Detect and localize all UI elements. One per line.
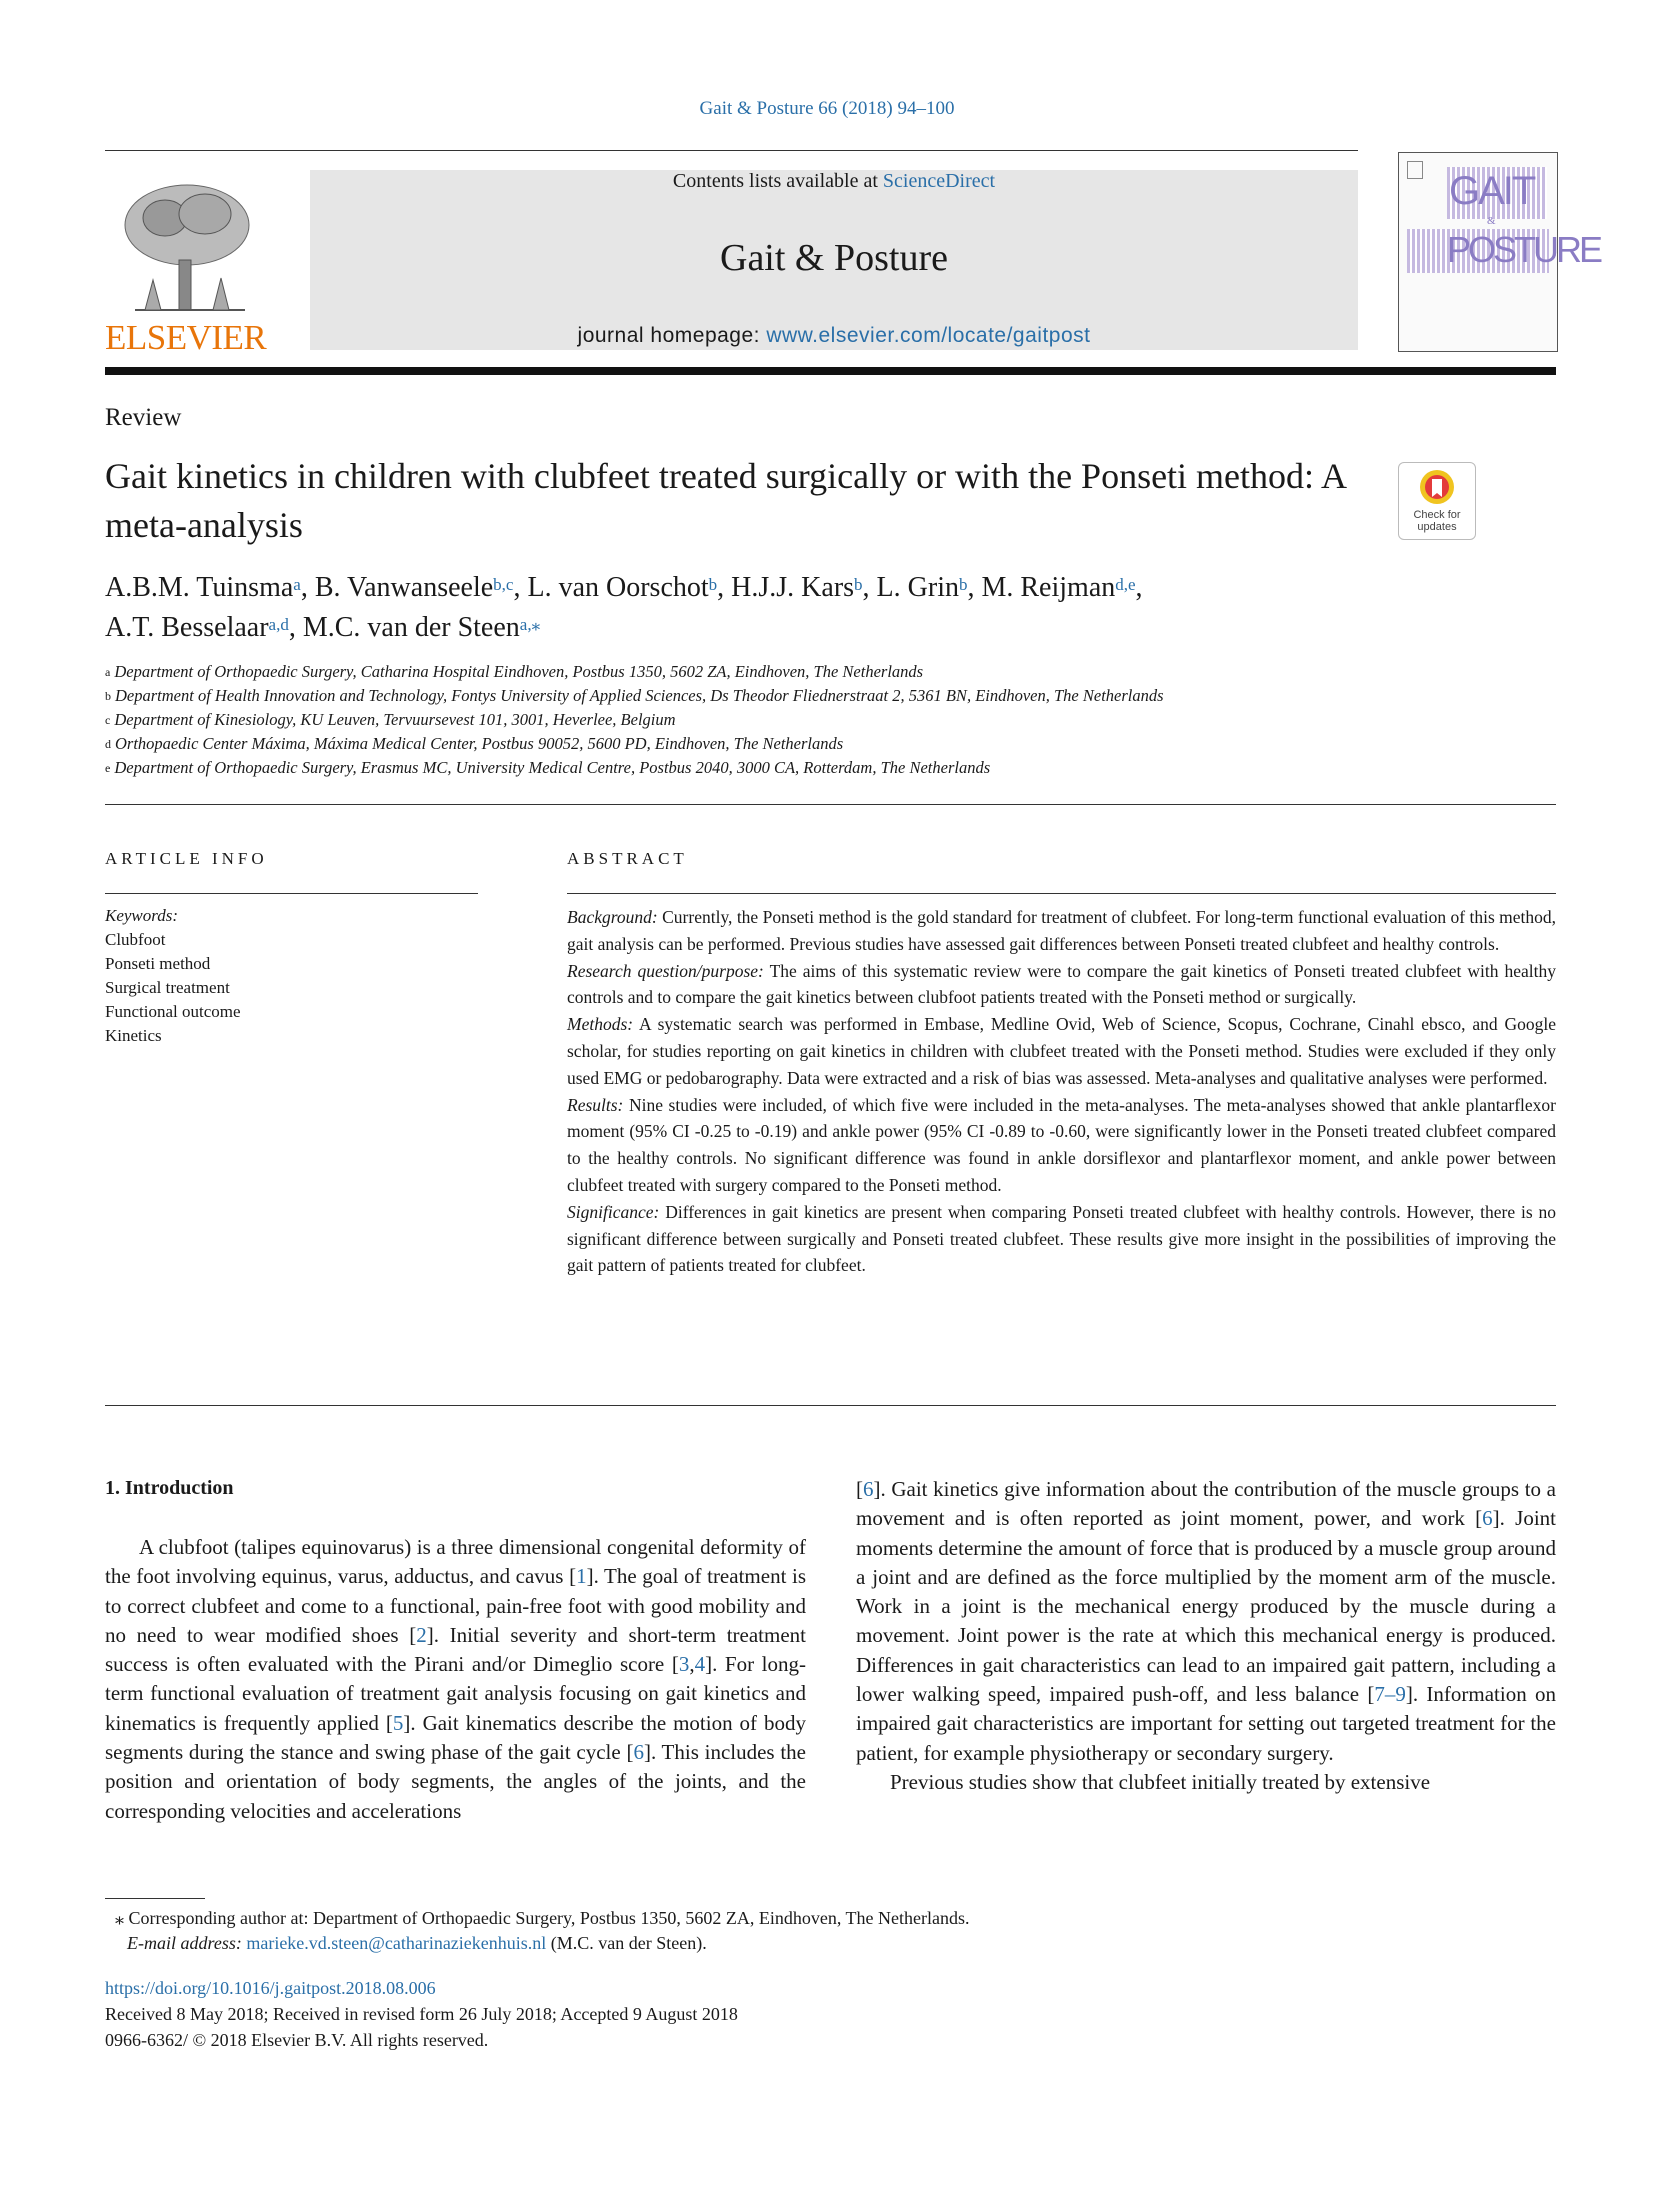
abstract-section <box>567 1199 1556 1279</box>
abstract-section <box>567 958 1556 1012</box>
body-paragraph: Previous studies show that clubfeet initially treated by extensive <box>890 1769 1431 1794</box>
reference-link[interactable]: 6 <box>1482 1506 1493 1531</box>
email-suffix: (M.C. van der Steen). <box>546 1933 707 1953</box>
body-paragraph <box>856 1475 1556 1768</box>
contents-line <box>310 170 1358 193</box>
header-thick-rule <box>105 367 1556 375</box>
abstract-section <box>567 904 1556 958</box>
abstract-bottom-rule <box>105 1405 1556 1406</box>
keyword-item: Surgical treatment <box>105 978 230 997</box>
author-name: M. Reijman <box>981 572 1116 603</box>
contents-text: Contents lists available at <box>672 170 883 192</box>
affiliation-item <box>105 684 1505 708</box>
copyright-line: 0966-6362/ © 2018 Elsevier B.V. All rights reserved. <box>105 2030 489 2050</box>
author-affiliation[interactable]: b <box>854 575 863 594</box>
abstract-section-text: Currently, the Ponseti method is the gold standard for treatment of clubfeet. For long-term functional evaluation of this method, gait analysis can be performed. Previous studies have assessed gait differences between Ponseti treated clubfeet and healthy controls. <box>567 907 1557 954</box>
email-line <box>115 1931 1515 1956</box>
body-column-left <box>105 1533 806 1826</box>
keywords-label: Keywords: <box>105 906 179 925</box>
affiliation-key: b <box>105 689 111 703</box>
cover-title-gait: GAIT <box>1449 169 1535 213</box>
body-text: ]. For long-term functional evaluation of treatment gait analysis focusing on gait kinetics and kinematics is frequently applied [ <box>105 1652 807 1735</box>
author-name: A.T. Besselaar <box>105 612 269 643</box>
bookmark-icon <box>1399 463 1475 513</box>
body-column-right <box>856 1475 1556 1797</box>
article-title: Gait kinetics in children with clubfeet treated surgically or with the Ponseti method: A meta-analysis <box>105 456 1346 545</box>
received-dates: Received 8 May 2018; Received in revised form 26 July 2018; Accepted 9 August 2018 <box>105 2004 738 2024</box>
body-text: ]. The goal of treatment is to correct clubfeet and come to a functional, pain-free foot with good mobility and no need to wear modified shoes [ <box>105 1564 807 1647</box>
body-text: ]. Information on impaired gait characteristics are important for setting out targeted treatment for the patient, for example physiotherapy or secondary surgery. <box>856 1682 1556 1765</box>
footnote-rule <box>105 1898 205 1899</box>
article-type: Review <box>105 404 182 431</box>
keyword-item: Functional outcome <box>105 1002 241 1021</box>
journal-cover-thumbnail[interactable] <box>1398 152 1601 352</box>
abstract-heading: ABSTRACT <box>567 849 688 868</box>
affiliation-key: c <box>105 713 111 727</box>
affiliation-list <box>105 660 1505 780</box>
journal-name: Gait & Posture <box>720 237 948 279</box>
body-text: ]. Gait kinematics describe the motion of body segments during the stance and swing phase of the gait cycle [ <box>105 1710 806 1765</box>
author-affiliation[interactable]: b,c <box>493 575 514 594</box>
homepage-line <box>310 324 1358 348</box>
affiliation-text: Department of Orthopaedic Surgery, Catharina Hospital Eindhoven, Postbus 1350, 5602 ZA, Eindhoven, The Netherlands <box>114 662 924 681</box>
author-name: H.J.J. Kars <box>731 572 855 603</box>
reference-link[interactable]: 3 <box>678 1652 690 1677</box>
reference-link[interactable]: 6 <box>633 1740 644 1765</box>
author-affiliation[interactable]: b <box>958 575 968 594</box>
section-heading-introduction: 1. Introduction <box>105 1477 234 1499</box>
affiliation-item <box>105 732 1505 756</box>
corresponding-author-footnote <box>115 1906 1515 1956</box>
abstract-section-text: A systematic search was performed in Embase, Medline Ovid, Web of Science, Scopus, Cochrane, Cinahl ebsco, and Google scholar, for studies reporting on gait kinetics in children with clubfeet treated with the Ponseti method. Studies were excluded if they only used EMG or pedobarography. Data were extracted and a risk of bias was assessed. Meta-analyses and qualitative analyses were performed. <box>567 1014 1556 1088</box>
affiliation-item <box>105 756 1505 780</box>
abstract-section <box>567 1092 1556 1199</box>
author-affiliation[interactable]: a,⁎ <box>519 615 541 634</box>
body-text: , <box>689 1652 695 1677</box>
abstract-section-label: Background: <box>567 907 658 927</box>
header-rule <box>105 150 1358 151</box>
email-label: E-mail address: <box>127 1933 242 1953</box>
body-text: [ <box>856 1477 863 1501</box>
abstract-section <box>567 1011 1556 1091</box>
author-affiliation[interactable]: a <box>293 575 301 594</box>
abstract-section-label: Significance: <box>567 1201 660 1222</box>
reference-link[interactable]: 6 <box>863 1477 874 1501</box>
journal-homepage-link[interactable]: www.elsevier.com/locate/gaitpost <box>766 324 1091 347</box>
body-text: ]. This includes the position and orientation of body segments, the angles of the joints, and the corresponding velocities and accelerations <box>105 1740 806 1823</box>
cover-title-amp: & <box>1487 215 1496 227</box>
homepage-label: journal homepage: <box>577 324 767 347</box>
body-text: A clubfoot (talipes equinovarus) is a three dimensional congenital deformity of the foot involving equinus, varus, adductus, and cavus [ <box>105 1535 806 1589</box>
body-paragraph <box>105 1533 806 1826</box>
author-name: A.B.M. Tuinsma <box>105 572 294 603</box>
author-name: B. Vanwanseele <box>314 572 494 603</box>
reference-link[interactable]: 4 <box>694 1652 706 1677</box>
reference-link[interactable]: 1 <box>576 1564 587 1589</box>
abstract-section-label: Research question/purpose: <box>567 960 764 981</box>
publisher-wordmark: ELSEVIER <box>105 318 267 357</box>
abstract-body <box>567 904 1556 1279</box>
author-affiliation[interactable]: b <box>708 575 718 594</box>
affiliation-key: d <box>105 737 111 751</box>
doi-link[interactable]: https://doi.org/10.1016/j.gaitpost.2018.08.006 <box>105 1978 436 1998</box>
affiliation-text: Department of Kinesiology, KU Leuven, Tervuursevest 101, 3001, Heverlee, Belgium <box>114 710 676 729</box>
journal-citation-link[interactable]: Gait & Posture 66 (2018) 94–100 <box>699 98 955 119</box>
article-info-heading: ARTICLE INFO <box>105 849 268 868</box>
check-for-updates-label: Check for updates <box>1413 509 1461 533</box>
affiliation-item <box>105 660 1505 684</box>
check-for-updates-button[interactable] <box>1398 462 1476 540</box>
section-rule <box>105 804 1556 805</box>
body-text: ]. Gait kinetics give information about the contribution of the muscle groups to a movement and is often reported as joint moment, power, and work [ <box>856 1477 1556 1531</box>
reference-link[interactable]: 7–9 <box>1374 1682 1406 1707</box>
keywords-block <box>105 904 241 1048</box>
keyword-item: Clubfoot <box>105 930 166 949</box>
abstract-section-text: Differences in gait kinetics are present when comparing Ponseti treated clubfeet with healthy controls. However, there is no significant difference between surgically and Ponseti treated clubfeet. These results give more insight in the possibilities of improving the gait pattern of patients treated for clubfeet. <box>567 1201 1557 1276</box>
author-name: L. van Oorschot <box>527 572 709 603</box>
affiliation-text: Orthopaedic Center Máxima, Máxima Medical Center, Postbus 90052, 5600 PD, Eindhoven, The Netherlands <box>115 734 844 753</box>
affiliation-key: e <box>105 761 111 775</box>
abstract-section-text: The aims of this systematic review were to compare the gait kinetics of Ponseti treated clubfeet with healthy controls and to compare the gait kinetics between clubfoot patients treated with the Ponseti method or surgically. <box>567 960 1557 1008</box>
sciencedirect-link[interactable]: ScienceDirect <box>882 170 996 192</box>
abstract-section-text: Nine studies were included, of which five were included in the meta-analyses. The meta-analyses showed that ankle plantarflexor moment (95% CI -0.25 to -0.19) and ankle power (95% CI -0.89 to -0.60, were significantly lower in the Ponseti treated clubfeet compared to the healthy controls. No significant difference was found in ankle dorsiflexor and plantarflexor moment, and ankle power between clubfeet treated with surgery compared to the Ponseti method. <box>567 1094 1556 1195</box>
cover-title-posture: POSTURE <box>1447 229 1601 270</box>
author-list: A.B.M. Tuinsma$^a$, B. Vanwanseele$^{b,c}$, L. van Oorschot$^b$, H.J.J. Kars$^b$, L. Grin$^b$, M. Reijman$^{d,e}$, A.T. Besselaar$^{a,d}$, M.C. van der Steen$^{a,⁎}$ <box>105 572 1143 643</box>
author-name: M.C. van der Steen <box>302 612 520 643</box>
body-text: ]. Initial severity and short-term treatment success is often evaluated with the Pirani and/or Dimeglio score [ <box>105 1622 806 1677</box>
author-affiliation[interactable]: d,e <box>1115 575 1136 594</box>
abstract-section-label: Results: <box>567 1094 624 1115</box>
author-affiliation[interactable]: a,d <box>268 615 289 634</box>
affiliation-item <box>105 708 1505 732</box>
keyword-item: Kinetics <box>105 1026 162 1045</box>
cover-publisher-icon <box>1407 161 1423 179</box>
corresponding-author-text: ⁎ Corresponding author at: Department of Orthopaedic Surgery, Postbus 1350, 5602 ZA, Eindhoven, The Netherlands. <box>115 1908 970 1928</box>
author-name: L. Grin <box>876 572 959 603</box>
affiliation-text: Department of Orthopaedic Surgery, Erasmus MC, University Medical Centre, Postbus 2040, 3000 CA, Rotterdam, The Netherlands <box>114 758 991 777</box>
reference-link[interactable]: 5 <box>392 1710 404 1735</box>
reference-link[interactable]: 2 <box>416 1622 427 1647</box>
article-info-rule <box>105 893 478 894</box>
affiliation-key: a <box>105 665 111 679</box>
affiliation-text: Department of Health Innovation and Technology, Fontys University of Applied Sciences, Ds Theodor Fliednerstraat 2, 5361 BN, Eindhoven, The Netherlands <box>115 686 1164 705</box>
abstract-rule <box>567 893 1556 894</box>
keyword-item: Ponseti method <box>105 954 211 973</box>
email-link[interactable]: marieke.vd.steen@catharinaziekenhuis.nl <box>246 1933 547 1953</box>
abstract-section-label: Methods: <box>567 1014 634 1035</box>
body-text: ]. Joint moments determine the amount of force that is produced by a muscle group around a joint and are defined as the force multiplied by the moment arm of the muscle. Work in a joint is the mechanical energy produced by the muscle during a movement. Joint power is the rate at which this mechanical energy is produced. Differences in gait characteristics can lead to an impaired gait pattern, including a lower walking speed, impaired push-off, and less balance [ <box>856 1506 1556 1707</box>
